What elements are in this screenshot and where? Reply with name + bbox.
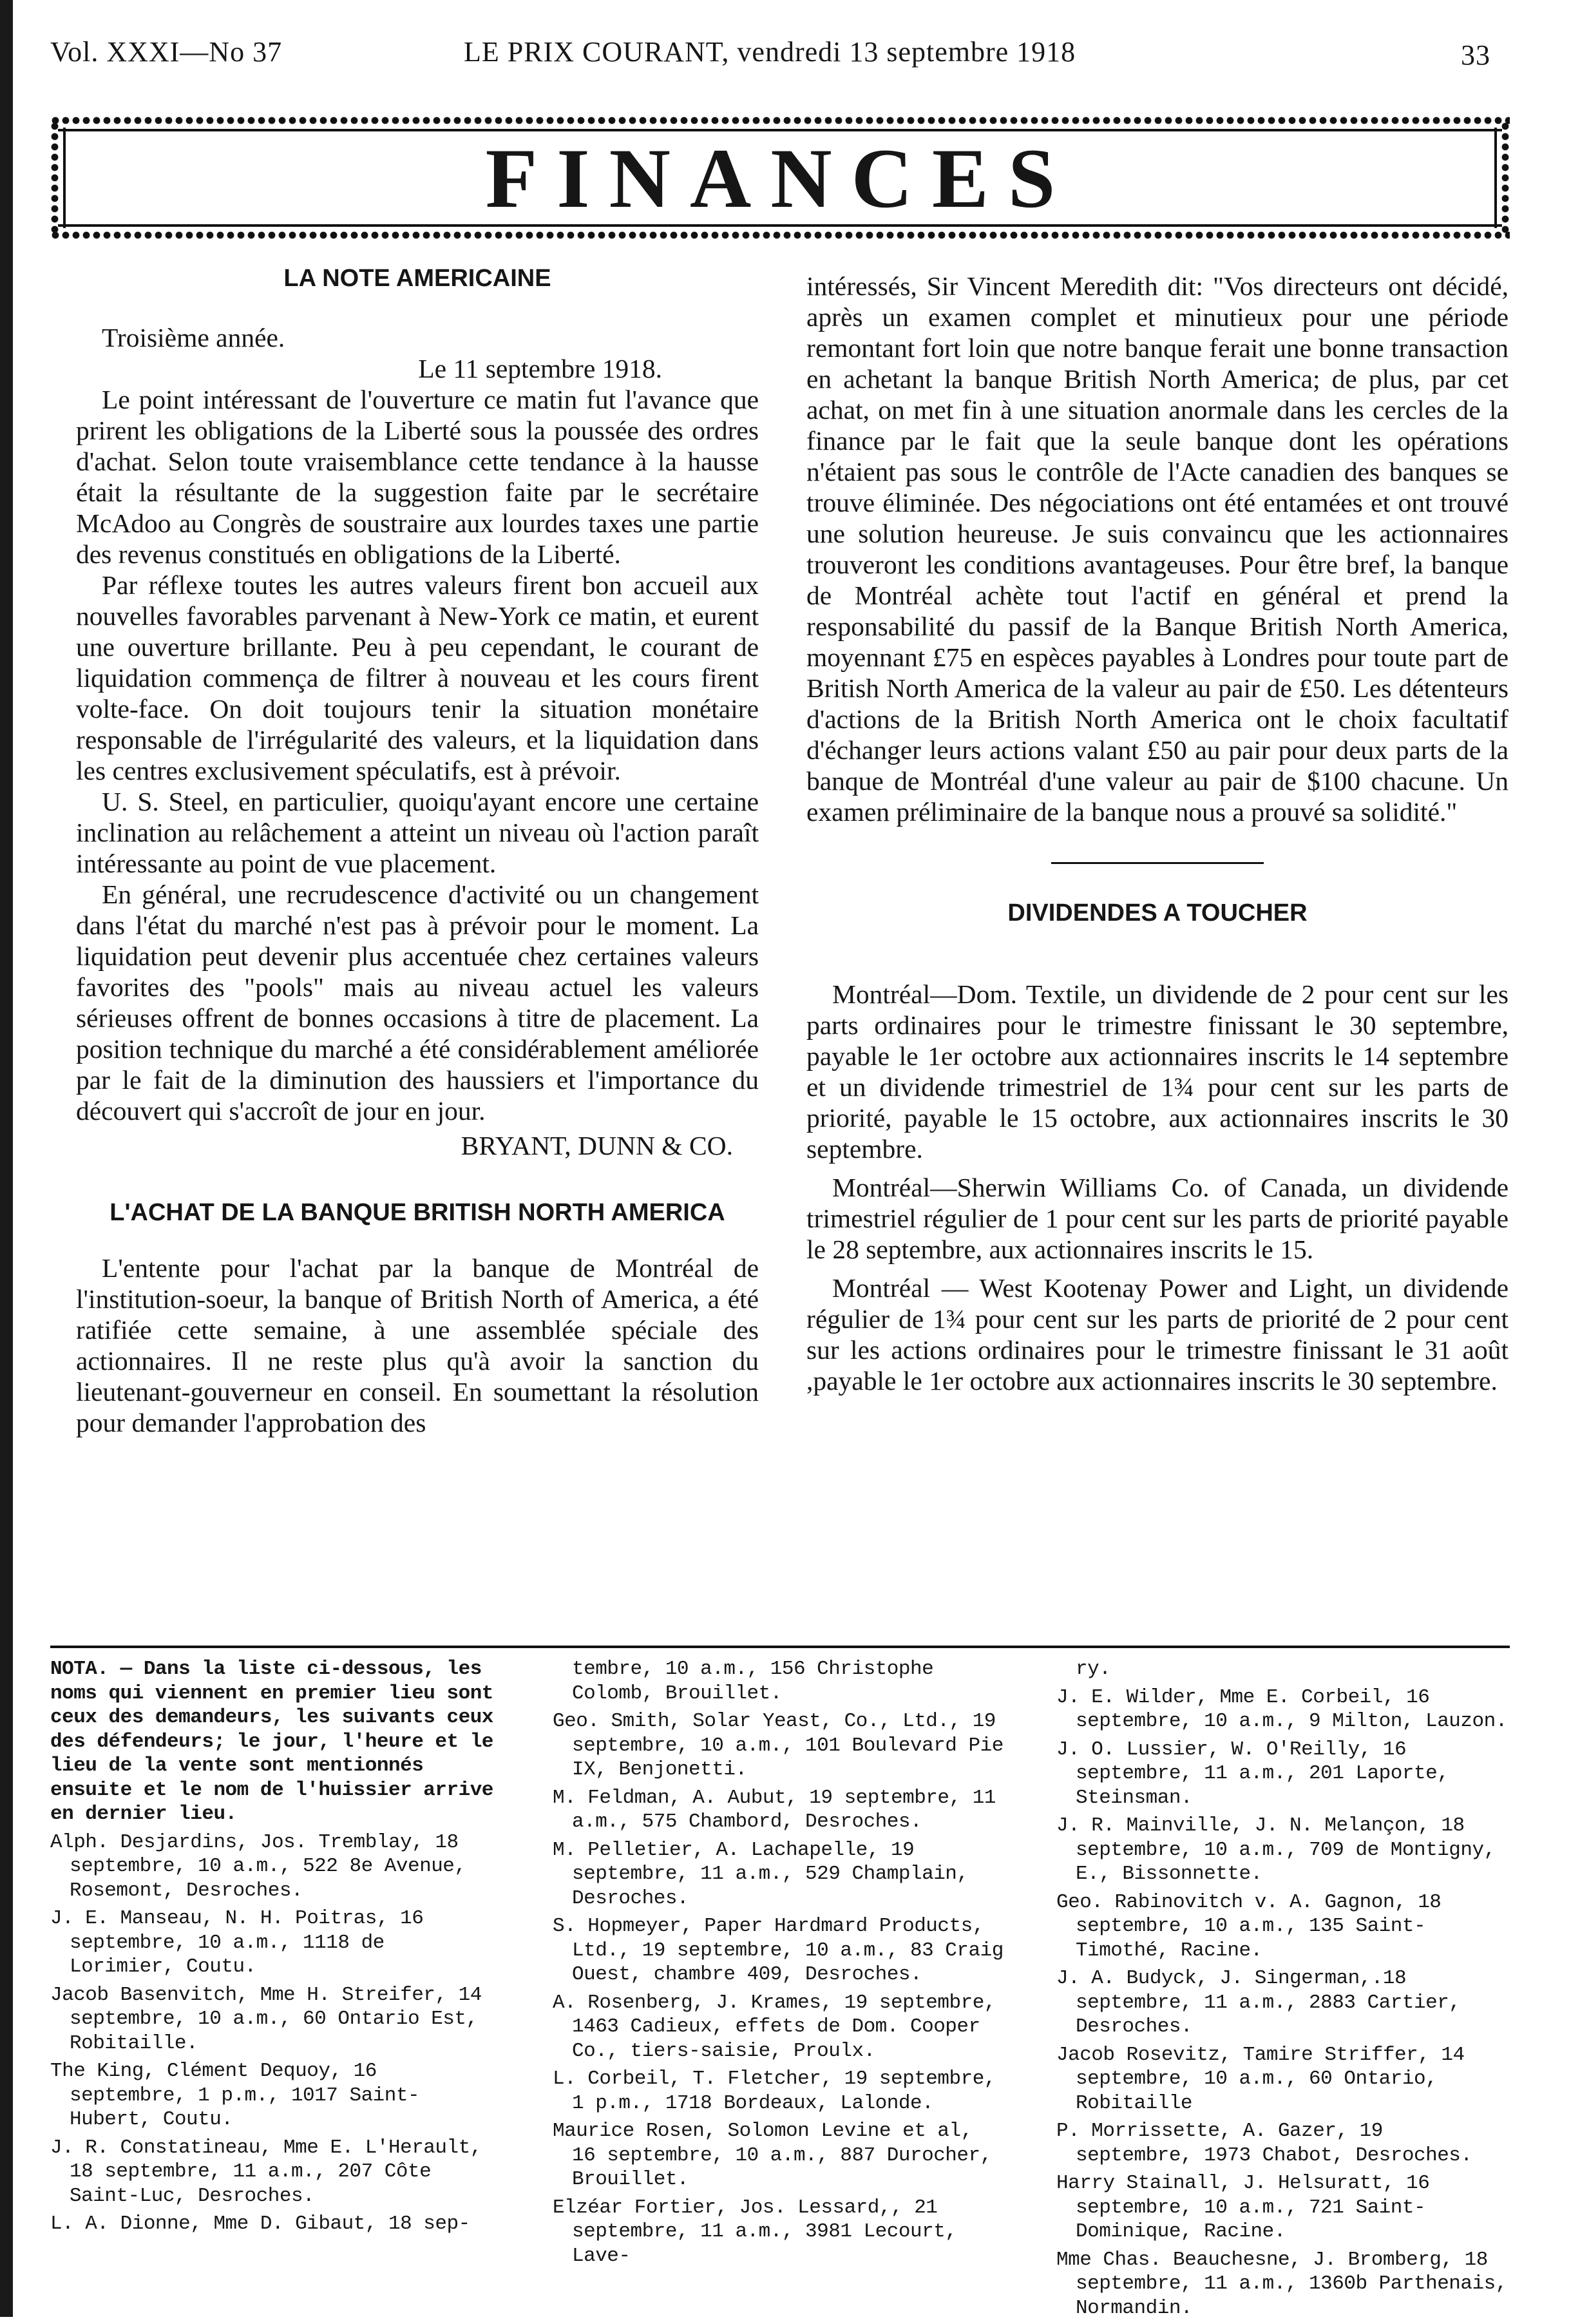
spacer [806,1265,1509,1272]
list-item: J. E. Wilder, Mme E. Corbeil, 16 septembre, 10 a.m., 9 Milton, Lauzon. [1056,1685,1507,1733]
list-item: Jacob Basenvitch, Mme H. Streifer, 14 septembre, 10 a.m., 60 Ontario Est, Robitaille. [50,1983,482,2055]
list-item: Alph. Desjardins, Jos. Tremblay, 18 septembre, 10 a.m., 522 8e Avenue, Rosemont, Desroches. [50,1830,466,1902]
spacer [76,1227,759,1253]
dividend-item: Montréal—Dom. Textile, un dividende de 2 pour cent sur les parts ordinaires pour le trimestre finissant le 30 septembre, payable le 1er octobre aux actionnaires inscrits le 14 septembre et un dividende trimestriel de 1¾ pour cent sur les parts de priorité, payable le 15 octobre, aux actionnaires inscrits le 30 septembre. [806,979,1509,1164]
list-item: The King, Clément Dequoy, 16 septembre, 1 p.m., 1017 Saint-Hubert, Coutu. [50,2060,420,2131]
list-item: Harry Stainall, J. Helsuratt, 16 septembre, 10 a.m., 721 Saint-Dominique, Racine. [1056,2172,1430,2243]
list-item: A. Rosenberg, J. Krames, 19 septembre, 1463 Cadieux, effets de Dom. Cooper Co., tiers-saisie, Proulx. [553,1991,996,2062]
list-item: P. Morrissette, A. Gazer, 19 septembre, 1973 Chabot, Desroches. [1056,2120,1472,2167]
article-paragraph: L'entente pour l'achat par la banque de Montréal de l'institution-soeur, la banque of British North of America, a été ratifiée cette semaine, à une assemblée spéciale des actionnaires. Il ne reste plus qu'à avoir la sanction du lieutenant-gouverneur en conseil. En soumettant la résolution pour demander l'approbation des [76,1253,759,1437]
page-number: 33 [1461,39,1490,71]
section-divider-full-width [50,1646,1510,1648]
list-item: J. A. Budyck, J. Singerman,.18 septembre, 11 a.m., 2883 Cartier, Desroches. [1056,1967,1461,2038]
article-paragraph-continued: intéressés, Sir Vincent Meredith dit: "Vos directeurs ont décidé, après un examen complet et minutieux pour une période remontant fort loin que notre banque ferait une bonne transaction en achetant la banque British North America; de plus, par cet achat, on met fin à une situation anormale dans les cercles de la finance par le fait que la seule banque dont les opérations n'étaient pas sous le contrôle de l'Acte canadien des banques se trouve éliminée. Des négociations ont été entamées et ont trouvé une solution heureuse. Je suis convaincu que les actionnaires trouveront les conditions avantageuses. Pour être bref, la banque de Montréal achète tout l'actif en général et prend la responsabilité du passif de la Banque British North America, moyennant £75 en espèces payables à Londres pour toute part de British North America de la valeur au pair de £50. Les détenteurs d'actions de la British North America ont le choix facultatif d'échanger leurs actions valant £50 au pair pour deux parts de la banque de Montréal d'une valeur au pair de $100 chacune. Un examen préliminaire de la banque nous a prouvé sa solidité." [806,271,1509,827]
article-paragraph: U. S. Steel, en particulier, quoiqu'ayant encore une certaine inclination au relâchement a atteint un niveau où l'action paraît intéressante au point de vue placement. [76,787,759,878]
list-item: J. O. Lussier, W. O'Reilly, 16 septembre, 11 a.m., 201 Laporte, Steinsman. [1056,1738,1449,1809]
volume-number: Vol. XXXI—No 37 [50,36,283,68]
list-item: Jacob Rosevitz, Tamire Striffer, 14 septembre, 10 a.m., 60 Ontario, Robitaille [1056,2043,1465,2115]
article-signature: BRYANT, DUNN & CO. [461,1131,733,1160]
article-heading-dividendes: DIVIDENDES A TOUCHER [1007,899,1308,927]
banner-dotted-border-bottom [50,231,1510,240]
spacer [76,1161,759,1198]
list-item: M. Pelletier, A. Lachapelle, 19 septembre, 11 a.m., 529 Champlain, Desroches. [553,1838,969,1910]
list-item-continued: tembre, 10 a.m., 156 Christophe Colomb, Brouillet. [572,1658,934,1705]
list-nota: NOTA. — Dans la liste ci-dessous, les noms qui viennent en premier lieu sont ceux des demandeurs, les suivants ceux des défendeurs; le jour, l'heure et le lieu de la vente sont mentionnés ensuite et le nom de l'huissier arrive en dernier lieu. [50,1658,493,1825]
dividend-item: Montréal — West Kootenay Power and Light, un dividende régulier de 1¾ pour cent sur les parts de priorité de 2 pour cent sur les actions ordinaires pour le trimestre finissant le 31 août ,payable le 1er octobre aux actionnaires inscrits le 30 septembre. [806,1273,1509,1396]
article-paragraph: Par réflexe toutes les autres valeurs firent bon accueil aux nouvelles favorables parvenant à New-York ce matin, et eurent une ouverture brillante. Peu à peu cependant, le courant de liquidation commença de filtrer à nouveau et les cours firent volte-face. On doit toujours tenir la situation monétaire responsable de l'irrégularité des valeurs, et la liquidation dans les centres exclusivement spéculatifs, est à prévoir. [76,570,759,785]
article-kicker: Troisième année. [102,323,285,352]
sales-list-column-2 [553,1657,1004,2272]
list-item: Elzéar Fortier, Jos. Lessard,, 21 septembre, 11 a.m., 3981 Lecourt, Lave- [553,2196,957,2267]
list-item: Maurice Rosen, Solomon Levine et al, 16 septembre, 10 a.m., 887 Durocher, Brouillet. [553,2120,992,2191]
article-heading-note-americaine: LA NOTE AMERICAINE [283,265,551,292]
list-item: Geo. Smith, Solar Yeast, Co., Ltd., 19 septembre, 10 a.m., 101 Boulevard Pie IX, Benjonetti. [553,1710,1004,1781]
list-item: J. E. Manseau, N. H. Poitras, 16 septembre, 10 a.m., 1118 de Lorimier, Coutu. [50,1907,424,1978]
journal-title-date: LE PRIX COURANT, vendredi 13 septembre 1918 [464,36,1076,68]
article-paragraph: En général, une recrudescence d'activité ou un changement dans l'état du marché n'est pas à prévoir pour le moment. La liquidation peut devenir plus accentuée chez certaines valeurs favorites des "pools" mais au niveau actuel les valeurs sérieuses offrent de bonnes occasions à titre de placement. La position technique du marché a été considérablement améliorée par le fait de la diminution des haussiers et l'importance du découvert qui s'accroît de jour en jour. [76,879,759,1126]
sales-list-column-3 [1056,1657,1510,2324]
article-heading-achat-banque: L'ACHAT DE LA BANQUE BRITISH NORTH AMERICA [109,1199,725,1226]
right-column [806,271,1509,1396]
list-item: M. Feldman, A. Aubut, 19 septembre, 11 a.m., 575 Chambord, Desroches. [553,1786,996,1833]
spacer [806,827,1509,862]
finances-banner [50,116,1510,240]
section-title: FINANCES [485,131,1075,226]
list-item: J. R. Mainville, J. N. Melançon, 18 septembre, 10 a.m., 709 de Montigny, E., Bissonnette. [1056,1814,1496,1885]
article-date: Le 11 septembre 1918. [418,354,662,383]
list-item: J. R. Constatineau, Mme E. L'Herault, 18 septembre, 11 a.m., 207 Côte Saint-Luc, Desroches. [50,2136,482,2207]
page-binding-edge [0,0,13,2317]
list-item: S. Hopmeyer, Paper Hardmard Products, Ltd., 19 septembre, 10 a.m., 83 Craig Ouest, chambre 409, Desroches. [553,1915,1004,1986]
list-item: Mme Chas. Beauchesne, J. Bromberg, 18 septembre, 11 a.m., 1360b Parthenais, Normandin. [1056,2248,1507,2319]
spacer [806,927,1509,979]
list-item: L. A. Dionne, Mme D. Gibaut, 18 sep- [50,2213,470,2235]
list-item: Geo. Rabinovitch v. A. Gagnon, 18 septembre, 10 a.m., 135 Saint-Timothé, Racine. [1056,1890,1442,1962]
spacer [76,293,759,322]
dividend-item: Montréal—Sherwin Williams Co. of Canada, un dividende trimestriel régulier de 1 pour cent sur les parts de priorité payable le 28 septembre, aux actionnaires inscrits le 15. [806,1173,1509,1264]
list-item-continued: ry. [1076,1658,1111,1680]
sales-list-column-1 [50,1657,498,2240]
list-item: L. Corbeil, T. Fletcher, 19 septembre, 1 p.m., 1718 Bordeaux, Lalonde. [553,2068,996,2115]
spacer [806,1164,1509,1172]
article-paragraph: Le point intéressant de l'ouverture ce matin fut l'avance que prirent les obligations de la Liberté sous la poussée des ordres d'achat. Selon toute vraisemblance cette tendance à la hausse était la résultante de la suggestion faite par le secrétaire McAdoo au Congrès de soustraire aux lourdes taxes une partie des revenus constitués en obligations de la Liberté. [76,385,759,569]
left-column [76,264,759,1438]
banner-dotted-border-top [50,116,1510,125]
spacer [806,864,1509,899]
